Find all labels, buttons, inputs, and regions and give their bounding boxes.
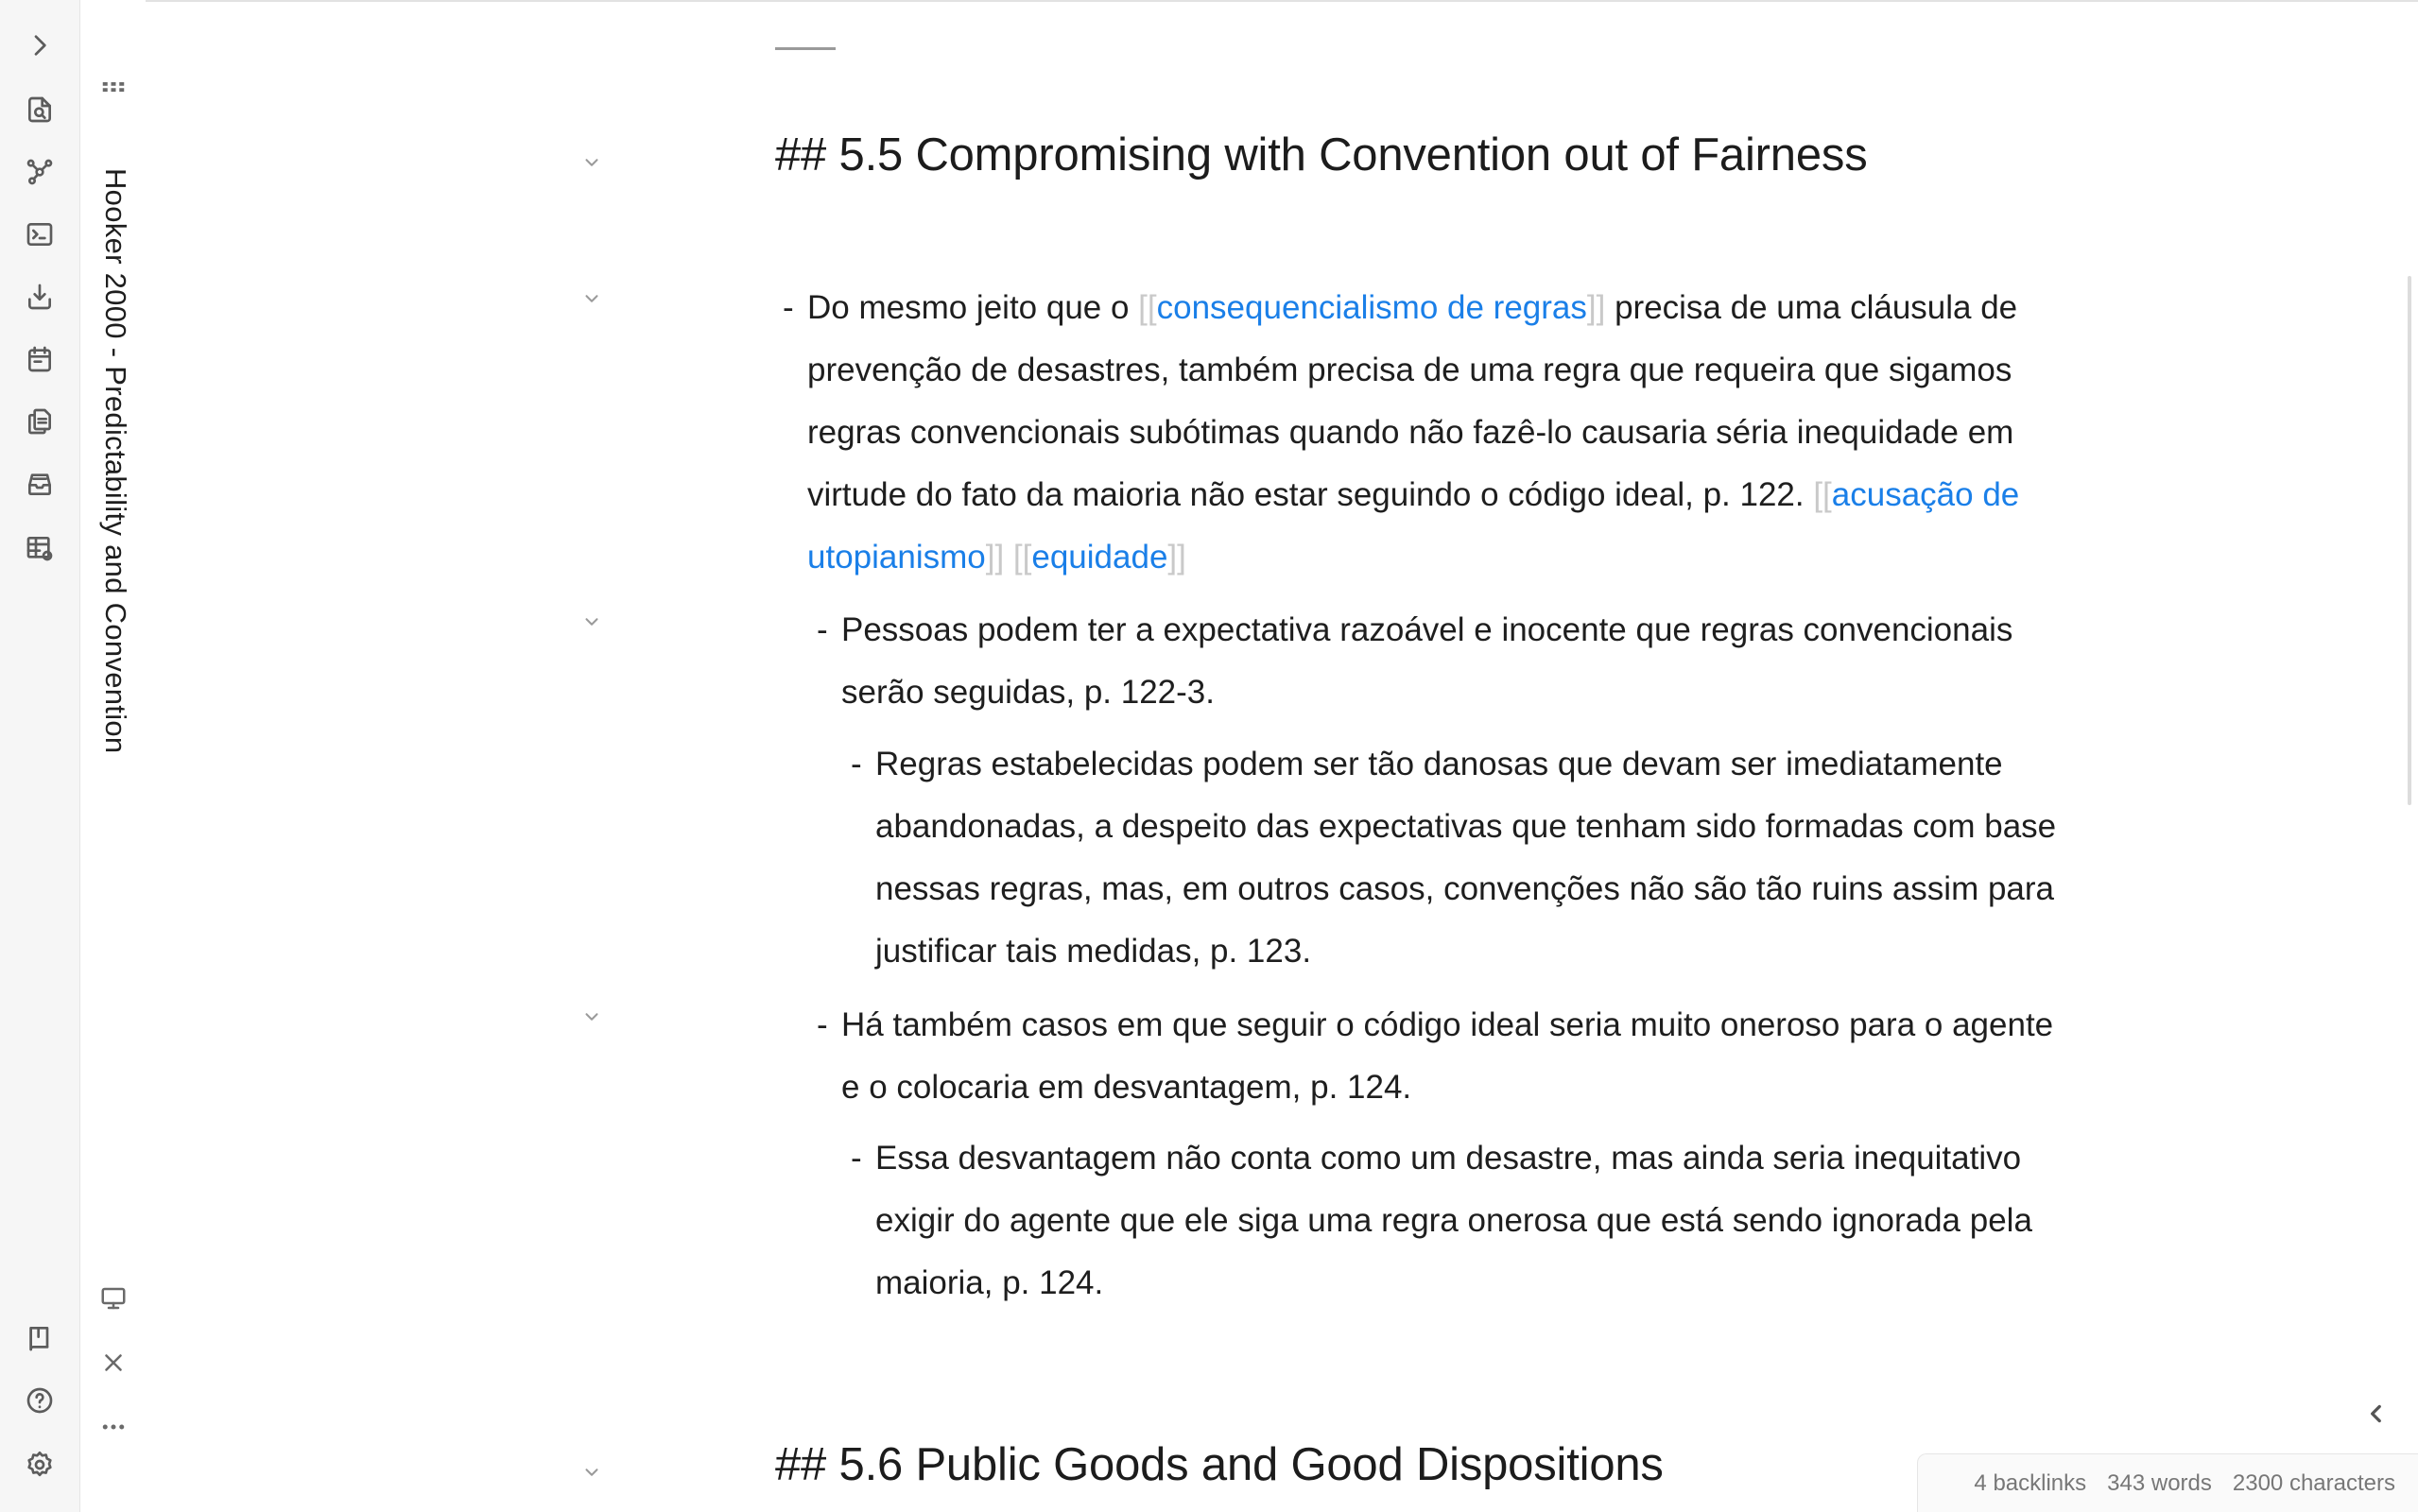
bullet-dash: -: [817, 1006, 828, 1043]
bracket-open: [[: [1012, 539, 1032, 576]
graph-icon[interactable]: [21, 153, 59, 191]
calendar-icon[interactable]: [21, 340, 59, 378]
bracket-close: ]]: [1167, 539, 1186, 576]
bullet-dash: -: [783, 289, 794, 326]
link-equidade[interactable]: equidade: [1031, 539, 1168, 576]
terminal-icon[interactable]: [21, 215, 59, 253]
bullet-4-text: Há também casos em que seguir o código ideal seria muito oneroso para o agente e o colocaria em desvantagem, p. 124.: [841, 1006, 2054, 1106]
scrollbar-thumb[interactable]: [2408, 276, 2411, 805]
status-bar: [1917, 1453, 2418, 1512]
bracket-close: ]]: [1586, 289, 1606, 326]
bullet-5-text: Essa desvantagem não conta como um desastre, mas ainda seria inequitativo exigir do agente que ele siga uma regra onerosa que está sendo ignorada pela maioria, p. 124.: [875, 1140, 2032, 1301]
bullet-3-text: Regras estabelecidas podem ser tão danosas que devam ser imediatamente abandonadas, a despeito das expectativas que tenham sido formadas com base nessas regras, mas, em outros casos, convenções não são tão ruins assim para justificar tais medidas, p. 123.: [875, 746, 2057, 970]
bullet-3: [851, 733, 2070, 983]
grid-icon[interactable]: [95, 68, 132, 106]
search-file-icon[interactable]: [21, 91, 59, 129]
help-icon[interactable]: [21, 1382, 59, 1419]
chevron-right-icon[interactable]: [21, 26, 59, 64]
sidebar-vertical-title[interactable]: Hooker 2000 - Predictability and Convention: [99, 168, 132, 754]
fold-heading-2-chevron-down-icon[interactable]: [579, 1459, 605, 1486]
bullet-dash: -: [851, 746, 862, 782]
fold-heading-1-chevron-down-icon[interactable]: [579, 149, 605, 176]
link-consequencialismo-de-regras[interactable]: consequencialismo de regras: [1156, 289, 1587, 326]
book-icon[interactable]: [21, 1319, 59, 1357]
close-icon[interactable]: [95, 1344, 132, 1382]
status-backlinks[interactable]: 4 backlinks: [1974, 1469, 2087, 1496]
copy-files-icon[interactable]: [21, 403, 59, 440]
heading-5-6: ## 5.6 Public Goods and Good Dispositions: [775, 1439, 1664, 1490]
more-icon[interactable]: [95, 1408, 132, 1446]
bullet-dash: -: [851, 1140, 862, 1177]
fold-bullet-1-chevron-down-icon[interactable]: [579, 285, 605, 312]
editor-pane: [146, 0, 2418, 1512]
monitor-icon[interactable]: [95, 1280, 132, 1317]
bracket-close: ]]: [985, 539, 1005, 576]
heading-5-5: ## 5.5 Compromising with Convention out of Fairness: [775, 129, 1868, 180]
horizontal-rule: [775, 47, 836, 50]
fold-bullet-4-chevron-down-icon[interactable]: [579, 1004, 605, 1030]
fold-bullet-2-chevron-down-icon[interactable]: [579, 609, 605, 635]
left-ribbon: [0, 0, 80, 1512]
bullet-5: [851, 1127, 2070, 1314]
status-character-count: 2300 characters: [2232, 1469, 2395, 1496]
bracket-open: [[: [1813, 476, 1832, 513]
link-acusacao-de-utopianismo[interactable]: acusação de utopianismo: [807, 476, 2020, 576]
bullet-1-text-c: [1004, 539, 1013, 576]
inbox-icon[interactable]: [21, 465, 59, 503]
table-settings-icon[interactable]: [21, 529, 59, 567]
bullet-1-text-a: Do mesmo jeito que o: [807, 289, 1139, 326]
bullet-2: [817, 599, 2064, 724]
bracket-open: [[: [1138, 289, 1157, 326]
download-icon[interactable]: [21, 278, 59, 316]
bullet-1-text-b: precisa de uma cláusula de prevenção de desastres, também precisa de uma regra que requeira que sigamos regras convencionais subótimas quando não fazê-lo causaria séria inequidade em virtude do fato da maioria não estar seguindo o código ideal, p. 122.: [807, 289, 2018, 513]
bullet-1: [783, 277, 2054, 589]
bullet-2-text: Pessoas podem ter a expectativa razoável e inocente que regras convencionais serão seguidas, p. 122-3.: [841, 611, 2013, 711]
chevron-left-icon[interactable]: [2359, 1397, 2393, 1431]
bullet-4: [817, 994, 2074, 1119]
status-word-count: 343 words: [2107, 1469, 2212, 1496]
bullet-dash: -: [817, 611, 828, 648]
settings-icon[interactable]: [21, 1446, 59, 1484]
